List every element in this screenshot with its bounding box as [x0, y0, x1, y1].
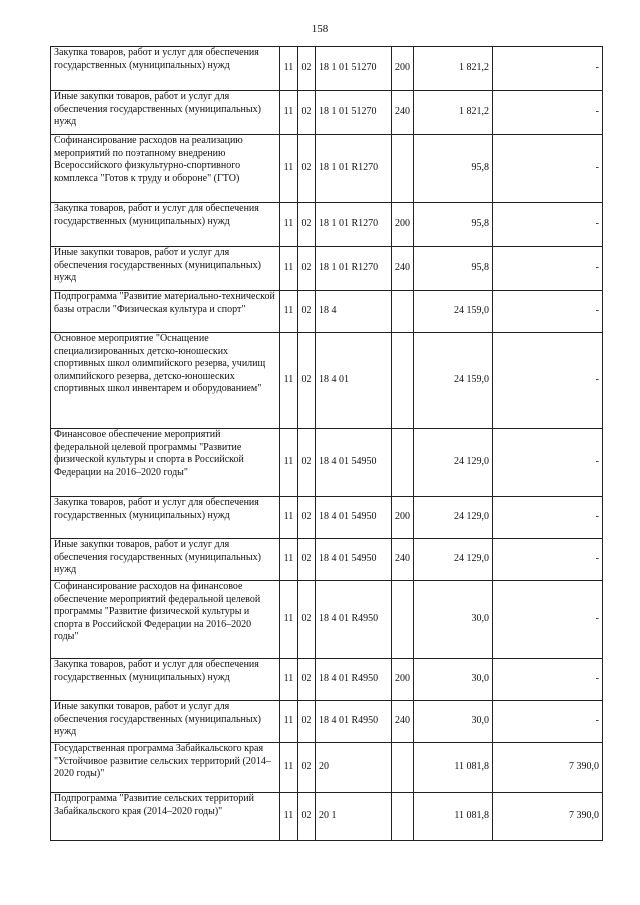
table-row	[51, 203, 603, 247]
amount-year-1: 24 159,0	[414, 333, 493, 429]
expense-type-code: 200	[392, 47, 414, 91]
subsection-code: 02	[298, 793, 316, 841]
amount-year-2: -	[493, 333, 603, 429]
subsection-code: 02	[298, 247, 316, 291]
expense-type-code: 200	[392, 203, 414, 247]
row-name: Закупка товаров, работ и услуг для обеспечения государственных (муниципальных) нужд	[51, 497, 280, 539]
target-article-code: 18 1 01 51270	[316, 91, 392, 135]
amount-year-1: 30,0	[414, 701, 493, 743]
target-article-code: 18 1 01 R1270	[316, 203, 392, 247]
budget-table	[50, 46, 603, 841]
table-row	[51, 91, 603, 135]
expense-type-code: 240	[392, 539, 414, 581]
row-name: Закупка товаров, работ и услуг для обеспечения государственных (муниципальных) нужд	[51, 203, 280, 247]
subsection-code: 02	[298, 581, 316, 659]
amount-year-2: -	[493, 497, 603, 539]
amount-year-1: 30,0	[414, 581, 493, 659]
section-code: 11	[280, 793, 298, 841]
subsection-code: 02	[298, 659, 316, 701]
amount-year-2: -	[493, 135, 603, 203]
target-article-code: 18 4 01	[316, 333, 392, 429]
amount-year-1: 95,8	[414, 247, 493, 291]
subsection-code: 02	[298, 203, 316, 247]
target-article-code: 18 4 01 54950	[316, 539, 392, 581]
expense-type-code	[392, 743, 414, 793]
target-article-code: 18 4 01 R4950	[316, 659, 392, 701]
subsection-code: 02	[298, 743, 316, 793]
table-row	[51, 701, 603, 743]
table-row	[51, 291, 603, 333]
section-code: 11	[280, 581, 298, 659]
row-name: Софинансирование расходов на финансовое обеспечение мероприятий федеральной целевой программы "Развитие физической культуры и спорта в Российской Федерации на 2016–2020 годы"	[51, 581, 280, 659]
row-name: Основное мероприятие "Оснащение специализированных детско-юношеских спортивных школ олимпийского резерва, училищ олимпийского резерва, детско-юношеских спортивных школ инвентарем и оборудованием"	[51, 333, 280, 429]
expense-type-code	[392, 793, 414, 841]
table-row	[51, 743, 603, 793]
row-name: Подпрограмма "Развитие сельских территорий Забайкальского края (2014–2020 годы)"	[51, 793, 280, 841]
subsection-code: 02	[298, 47, 316, 91]
target-article-code: 18 4 01 54950	[316, 429, 392, 497]
subsection-code: 02	[298, 429, 316, 497]
row-name: Иные закупки товаров, работ и услуг для обеспечения государственных (муниципальных) нужд	[51, 91, 280, 135]
table-row	[51, 429, 603, 497]
amount-year-1: 24 159,0	[414, 291, 493, 333]
section-code: 11	[280, 47, 298, 91]
row-name: Софинансирование расходов на реализацию мероприятий по поэтапному внедрению Всероссийского физкультурно-спортивного комплекса "Готов к труду и обороне" (ГТО)	[51, 135, 280, 203]
table-row	[51, 793, 603, 841]
expense-type-code	[392, 581, 414, 659]
section-code: 11	[280, 203, 298, 247]
subsection-code: 02	[298, 91, 316, 135]
section-code: 11	[280, 743, 298, 793]
row-name: Иные закупки товаров, работ и услуг для обеспечения государственных (муниципальных) нужд	[51, 247, 280, 291]
table-row	[51, 581, 603, 659]
subsection-code: 02	[298, 539, 316, 581]
expense-type-code: 240	[392, 247, 414, 291]
amount-year-2: -	[493, 701, 603, 743]
expense-type-code: 200	[392, 497, 414, 539]
expense-type-code: 240	[392, 701, 414, 743]
target-article-code: 20	[316, 743, 392, 793]
amount-year-1: 11 081,8	[414, 793, 493, 841]
section-code: 11	[280, 91, 298, 135]
row-name: Закупка товаров, работ и услуг для обеспечения государственных (муниципальных) нужд	[51, 47, 280, 91]
table-row	[51, 333, 603, 429]
subsection-code: 02	[298, 135, 316, 203]
subsection-code: 02	[298, 701, 316, 743]
row-name: Иные закупки товаров, работ и услуг для обеспечения государственных (муниципальных) нужд	[51, 701, 280, 743]
target-article-code: 18 1 01 51270	[316, 47, 392, 91]
table-row	[51, 659, 603, 701]
table-row	[51, 135, 603, 203]
row-name: Закупка товаров, работ и услуг для обеспечения государственных (муниципальных) нужд	[51, 659, 280, 701]
amount-year-1: 95,8	[414, 135, 493, 203]
amount-year-2: -	[493, 581, 603, 659]
table-row	[51, 497, 603, 539]
amount-year-1: 24 129,0	[414, 497, 493, 539]
amount-year-2: -	[493, 291, 603, 333]
target-article-code: 18 4	[316, 291, 392, 333]
section-code: 11	[280, 429, 298, 497]
amount-year-2: -	[493, 47, 603, 91]
row-name: Государственная программа Забайкальского края "Устойчивое развитие сельских территорий (2014–2020 годы)"	[51, 743, 280, 793]
target-article-code: 18 4 01 R4950	[316, 581, 392, 659]
target-article-code: 18 1 01 R1270	[316, 135, 392, 203]
section-code: 11	[280, 135, 298, 203]
section-code: 11	[280, 659, 298, 701]
amount-year-2: -	[493, 91, 603, 135]
expense-type-code	[392, 429, 414, 497]
target-article-code: 20 1	[316, 793, 392, 841]
section-code: 11	[280, 539, 298, 581]
section-code: 11	[280, 497, 298, 539]
amount-year-1: 24 129,0	[414, 539, 493, 581]
table-row	[51, 247, 603, 291]
table-row	[51, 539, 603, 581]
expense-type-code: 240	[392, 91, 414, 135]
subsection-code: 02	[298, 333, 316, 429]
amount-year-2: -	[493, 203, 603, 247]
amount-year-1: 24 129,0	[414, 429, 493, 497]
amount-year-1: 95,8	[414, 203, 493, 247]
target-article-code: 18 1 01 R1270	[316, 247, 392, 291]
subsection-code: 02	[298, 291, 316, 333]
amount-year-2: -	[493, 247, 603, 291]
expense-type-code: 200	[392, 659, 414, 701]
target-article-code: 18 4 01 54950	[316, 497, 392, 539]
section-code: 11	[280, 333, 298, 429]
table-row	[51, 47, 603, 91]
amount-year-1: 11 081,8	[414, 743, 493, 793]
amount-year-1: 1 821,2	[414, 91, 493, 135]
target-article-code: 18 4 01 R4950	[316, 701, 392, 743]
row-name: Финансовое обеспечение мероприятий федеральной целевой программы "Развитие физической культуры и спорта в Российской Федерации на 2016–2020 годы"	[51, 429, 280, 497]
amount-year-2: 7 390,0	[493, 793, 603, 841]
amount-year-2: -	[493, 539, 603, 581]
amount-year-2: -	[493, 429, 603, 497]
section-code: 11	[280, 291, 298, 333]
section-code: 11	[280, 247, 298, 291]
amount-year-2: -	[493, 659, 603, 701]
expense-type-code	[392, 333, 414, 429]
amount-year-1: 30,0	[414, 659, 493, 701]
section-code: 11	[280, 701, 298, 743]
amount-year-2: 7 390,0	[493, 743, 603, 793]
page-number: 158	[311, 23, 329, 35]
expense-type-code	[392, 291, 414, 333]
amount-year-1: 1 821,2	[414, 47, 493, 91]
subsection-code: 02	[298, 497, 316, 539]
row-name: Подпрограмма "Развитие материально-технической базы отрасли "Физическая культура и спорт"	[51, 291, 280, 333]
row-name: Иные закупки товаров, работ и услуг для обеспечения государственных (муниципальных) нужд	[51, 539, 280, 581]
expense-type-code	[392, 135, 414, 203]
